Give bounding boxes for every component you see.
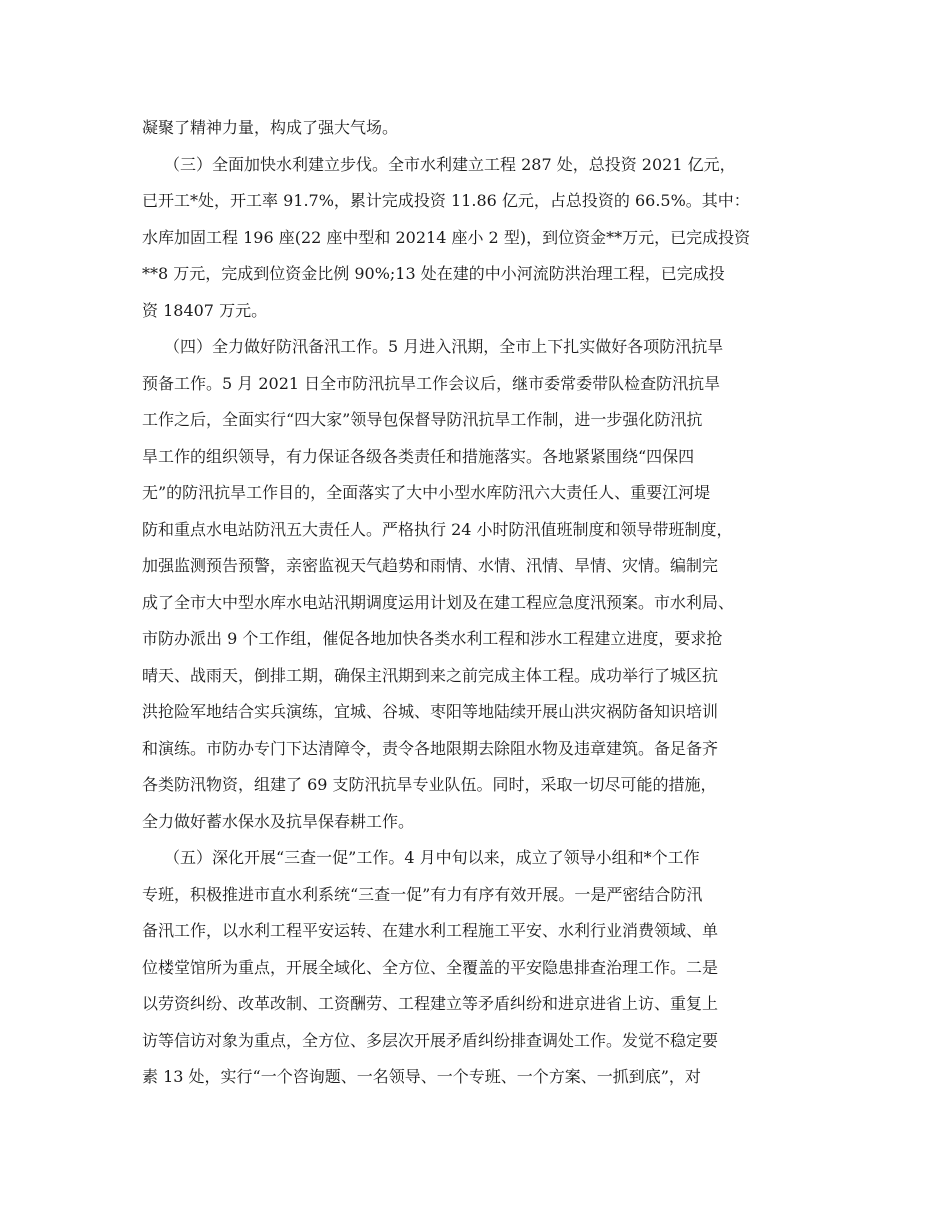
text-line: 凝聚了精神力量，构成了强大气场。 [142, 118, 399, 137]
text-line: 访等信访对象为重点，全方位、多层次开展矛盾纠纷排查调处工作。发觉不稳定要 [142, 1030, 719, 1050]
text-line: （五）深化开展“三查一促”工作。4 月中旬以来，成立了领导小组和*个工作 [164, 848, 700, 867]
text-line: 市防办派出 9 个工作组，催促各地加快各类水利工程和涉水工程建立进度，要求抢 [142, 629, 723, 648]
text-line: 工作之后，全面实行“四大家”领导包保督导防汛抗旱工作制，进一步强化防汛抗 [142, 410, 703, 429]
text-line: 和演练。市防办专门下达清障令，责令各地限期去除阻水物及违章建筑。备足备齐 [142, 738, 719, 758]
text-line: 旱工作的组织领导，有力保证各级各类责任和措施落实。各地紧紧围绕“四保四 [142, 446, 695, 466]
text-line: 位楼堂馆所为重点，开展全域化、全方位、全覆盖的平安隐患排查治理工作。二是 [142, 957, 719, 977]
text-line: 成了全市大中型水库水电站汛期调度运用计划及在建工程应急度汛预案。市水利局、 [142, 592, 735, 612]
text-line: 备汛工作，以水利工程平安运转、在建水利工程施工平安、水利行业消费领域、单 [142, 921, 719, 940]
text-line: 专班，积极推进市直水利系统“三查一促”有力有序有效开展。一是严密结合防汛 [142, 884, 703, 904]
text-line: 晴天、战雨天，倒排工期，确保主汛期到来之前完成主体工程。成功举行了城区抗 [142, 665, 719, 685]
text-line: 全力做好蓄水保水及抗旱保春耕工作。 [142, 811, 415, 831]
text-line: 预备工作。5 月 2021 日全市防汛抗旱工作会议后，继市委常委带队检查防汛抗旱 [142, 373, 721, 393]
text-line: 各类防汛物资，组建了 69 支防汛抗旱专业队伍。同时，采取一切尽可能的措施， [142, 775, 717, 794]
text-line: **8 万元，完成到位资金比例 90%;13 处在建的中小河流防洪治理工程，已完成投 [142, 264, 725, 283]
text-line: 资 18407 万元。 [142, 300, 268, 320]
text-line: 素 13 处，实行“一个咨询题、一名领导、一个专班、一个方案、一抓到底”，对 [142, 1067, 701, 1086]
text-line: 已开工*处，开工率 91.7%，累计完成投资 11.86 亿元，占总投资的 66.5%。其中： [142, 191, 750, 210]
text-line: 无”的防汛抗旱工作目的，全面落实了大中小型水库防汛六大责任人、重要江河堤 [142, 483, 711, 502]
text-line: 以劳资纠纷、改革改制、工资酬劳、工程建立等矛盾纠纷和进京进省上访、重复上 [142, 994, 719, 1013]
text-line: 水库加固工程 196 座(22 座中型和 20214 座小 2 型)，到位资金**万元，已完成投资 [142, 227, 751, 247]
body-text [142, 110, 812, 1096]
text-line: （四）全力做好防汛备汛工作。5 月进入汛期，全市上下扎实做好各项防汛抗旱 [164, 337, 724, 356]
text-line: 洪抢险军地结合实兵演练，宜城、谷城、枣阳等地陆续开展山洪灾祸防备知识培训 [142, 702, 719, 721]
text-line: （三）全面加快水利建立步伐。全市水利建立工程 287 处，总投资 2021 亿元， [164, 154, 736, 174]
text-line: 加强监测预告预警，亲密监视天气趋势和雨情、水情、汛情、旱情、灾情。编制完 [142, 556, 719, 575]
text-line: 防和重点水电站防汛五大责任人。严格执行 24 小时防汛值班制度和领导带班制度， [142, 519, 733, 539]
